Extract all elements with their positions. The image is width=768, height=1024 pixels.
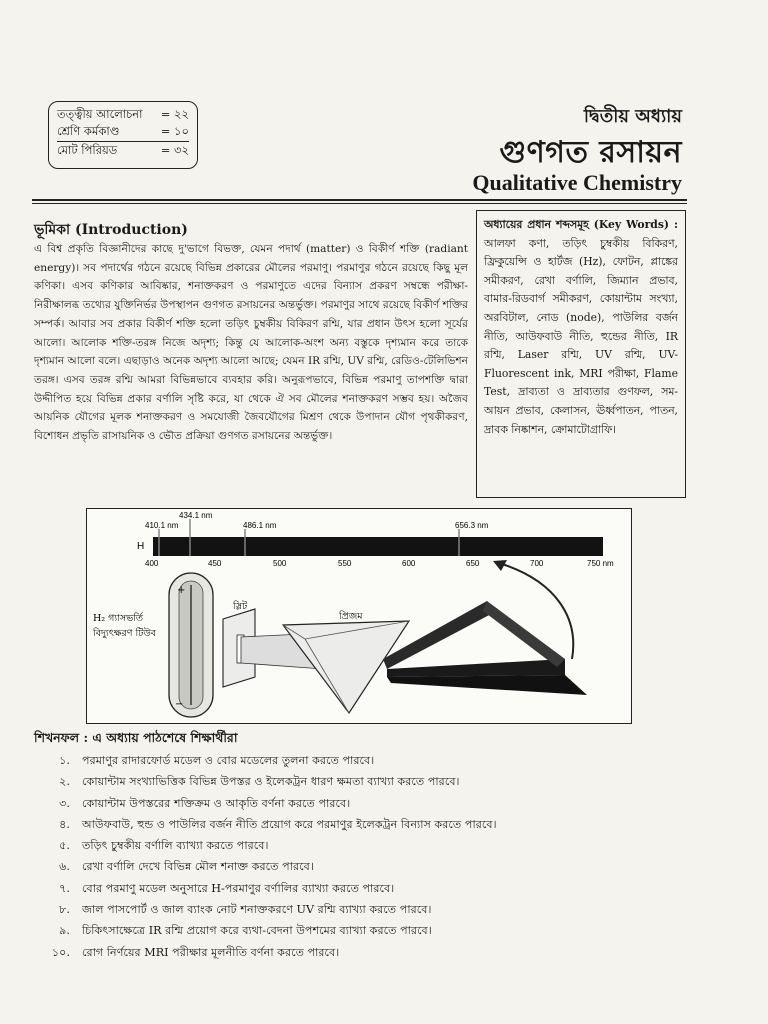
stats-value: = ১০	[160, 124, 189, 138]
minus-sign: −	[175, 699, 184, 710]
title-rule	[32, 199, 687, 201]
item-number: ১০.	[51, 945, 70, 959]
scale-tick: 650	[466, 559, 480, 568]
scale-tick: 750 nm	[587, 559, 614, 568]
stats-value: = ৩২	[160, 143, 189, 157]
item-number: ৮.	[59, 903, 70, 917]
hydrogen-spectrum-figure	[86, 508, 632, 724]
title-rule	[32, 203, 687, 204]
stats-label: তত্ত্বীয় আলোচনা	[57, 107, 143, 121]
item-text: তড়িৎ চুম্বকীয় বর্ণালি ব্যাখ্যা করতে পারবে।	[82, 839, 269, 853]
tube-label: H₂ গ্যাসভর্তি	[93, 613, 144, 624]
item-number: ৯.	[59, 924, 70, 938]
key-words-list: আলফা কণা, তড়িৎ চুম্বকীয় বিকিরণ, ফ্রিকুয়েন্সি ও হার্টজ (Hz), ফোটন, প্লাঙ্কের সমীকরণ, রেখা বর্ণালি, জিম্যান প্রভাব, বামার-রিডবার্গ সমীকরণ, কোয়ান্টাম সংখ্যা, অরবিটাল, নোড (node), পাউলির বর্জন নীতি, আউফবাউ নীতি, হুন্ডের নীতি, IR রশ্মি, Laser রশ্মি, UV রশ্মি, UV-Fluorescent ink, MRI পরীক্ষা, Flame Test, দ্রাব্যতা ও দ্রাব্যতার গুণফল, সম-আয়ন প্রভাব, কেলাসন, ঊর্ধ্বপাতন, পাতন, দ্রাবক নিষ্কাশন, ক্রোমাটোগ্রাফি।	[484, 236, 678, 436]
list-item	[40, 835, 680, 856]
key-words-heading: অধ্যায়ের প্রধান শব্দসমূহ (Key Words) :	[484, 218, 678, 231]
list-item	[40, 942, 680, 963]
item-number: ৫.	[59, 839, 70, 853]
dispersed-beam	[387, 659, 565, 677]
key-words-box	[476, 210, 686, 498]
line-label-434: 434.1 nm	[179, 511, 213, 520]
list-item	[40, 814, 680, 835]
chapter-number: দ্বিতীয় অধ্যায়	[583, 106, 682, 127]
scale-tick: 700	[530, 559, 544, 568]
item-text: কোয়ান্টাম সংখ্যাভিত্তিক বিভিন্ন উপস্তর ও ইলেকট্রন ধারণ ক্ষমতা ব্যাখ্যা করতে পারবে।	[82, 775, 460, 789]
stats-label: শ্রেণি কর্মকাণ্ড	[57, 124, 120, 138]
plus-sign: +	[177, 585, 186, 596]
stats-row	[57, 141, 189, 159]
list-item	[40, 920, 680, 941]
item-number: ৭.	[59, 881, 70, 895]
slit-label: স্লিট	[233, 601, 248, 612]
item-number: ৪.	[59, 817, 70, 831]
tube-label: বিদ্যুৎক্ষরণ টিউব	[93, 628, 157, 639]
spectrum-diagram	[87, 509, 633, 725]
scale-tick: 600	[402, 559, 416, 568]
list-item	[40, 856, 680, 877]
stats-row	[57, 106, 189, 123]
item-text: পরমাণুর রাদারফোর্ড মডেল ও বোর মডেলের তুলনা করতে পারবে।	[82, 754, 375, 767]
item-text: কোয়ান্টাম উপস্তরের শক্তিক্রম ও আকৃতি বর্ণনা করতে পারবে।	[82, 796, 351, 810]
spectrum-bar	[153, 537, 603, 556]
stats-row	[57, 123, 189, 140]
dispersed-beam	[387, 675, 587, 695]
item-text: বোর পরমাণু মডেল অনুসারে H-পরমাণুর বর্ণালির ব্যাখ্যা করতে পারবে।	[82, 881, 395, 895]
learning-outcomes-list	[40, 750, 680, 963]
item-number: ২.	[59, 775, 70, 789]
stats-label: মোট পিরিয়ড	[57, 143, 118, 157]
list-item	[40, 771, 680, 792]
line-label-410: 410.1 nm	[145, 521, 179, 530]
dispersed-beam	[483, 601, 565, 667]
period-stats-box	[48, 101, 198, 169]
list-item	[40, 899, 680, 920]
chapter-title-bn: গুণগত রসায়ন	[499, 135, 682, 170]
item-text: চিকিৎসাক্ষেত্রে IR রশ্মি প্রয়োগ করে ব্যথা-বেদনা উপশমের ব্যাখ্যা করতে পারবে।	[82, 924, 432, 938]
prism-label: প্রিজম	[339, 611, 363, 622]
h-label: H	[137, 541, 145, 552]
list-item	[40, 793, 680, 814]
item-number: ৬.	[59, 860, 70, 874]
item-text: রেখা বর্ণালি দেখে বিভিন্ন মৌল শনাক্ত করতে পারবে।	[82, 860, 314, 874]
learning-outcomes-heading: শিখনফল : এ অধ্যায় পাঠশেষে শিক্ষার্থীরা	[34, 730, 238, 745]
list-item	[40, 878, 680, 899]
item-number: ১.	[59, 754, 70, 767]
list-item	[40, 750, 680, 771]
chapter-title-en: Qualitative Chemistry	[472, 170, 682, 195]
stats-value: = ২২	[160, 107, 189, 121]
line-label-656: 656.3 nm	[455, 521, 489, 530]
item-text: আউফবাউ, হুন্ড ও পাউলির বর্জন নীতি প্রয়োগ করে পরমাণুর ইলেকট্রন বিন্যাস করতে পারবে।	[82, 817, 497, 831]
intro-paragraph: এ বিশ্ব প্রকৃতি বিজ্ঞানীদের কাছে দু'ভাগে বিভক্ত, যেমন পদার্থ (matter) ও বিকীর্ণ শক্তি (radiant energy)। সব পদার্থের গঠনে রয়েছে বিভিন্ন প্রকারের মৌলের পরমাণু। পরমাণুর গঠনে রয়েছে কিছু মূল কণিকা। এসব কণিকার আবিষ্কার, শনাক্তকরণ ও পরমাণুতে এদের বিন্যাস প্রকরণ সম্বন্ধে পরীক্ষা-নিরীক্ষালব্ধ তথ্যের যুক্তিনির্ভর উপস্থাপন গুণগত রসায়নের অন্তর্ভুক্ত। পরমাণুর সাথে রয়েছে বিকীর্ণ শক্তির সম্পর্ক। আবার সব প্রকার বিকীর্ণ শক্তি হলো তড়িৎ চুম্বকীয় বিকিরণ রশ্মি, যার প্রধান উৎস হলো সূর্যের আলো। আলোক শক্তি-তরঙ্গ নিজে অদৃশ্য; কিন্তু যে আলোক-অংশ অন্য বস্তুকে দৃশ্যমান করে তাকে দৃশ্যমান আলো বলে। এছাড়াও অনেক অদৃশ্য আলো আছে; যেমন IR রশ্মি, UV রশ্মি, রেডিও-টেলিভিশন তরঙ্গ। এসব তরঙ্গ রশ্মি আমরা বিভিন্নভাবে ব্যবহার করি। অনুরূপভাবে, বিভিন্ন পরমাণু তাপশক্তি দ্বারা উদ্দীপিত হয়ে বিভিন্ন প্রকার বর্ণালি সৃষ্টি করে, যা থেকে ঐ সব মৌলের শনাক্তকরণ সম্ভব হয়। অজৈব আয়নিক যৌগের মূলক শনাক্তকরণ ও সমযোজী জৈবযৌগের মিশ্রণ থেকে উপাদান যৌগ পৃথকীকরণ, বিশোধন প্রভৃতি রাসায়নিক ও ভৌত প্রক্রিয়া গুণগত রসায়নের অন্তর্ভুক্ত।	[34, 243, 468, 443]
scale-tick: 400	[145, 559, 159, 568]
wavelength-scale	[145, 559, 614, 568]
item-text: রোগ নির্ণয়ের MRI পরীক্ষার মূলনীতি বর্ণনা করতে পারবে।	[82, 945, 340, 959]
intro-heading: ভূমিকা (Introduction)	[34, 222, 188, 238]
item-text: জাল পাসপোর্ট ও জাল ব্যাংক নোট শনাক্তকরণে UV রশ্মি ব্যাখ্যা করতে পারবে।	[82, 903, 432, 917]
scale-tick: 450	[208, 559, 222, 568]
scale-tick: 500	[273, 559, 287, 568]
scale-tick: 550	[338, 559, 352, 568]
line-label-486: 486.1 nm	[243, 521, 277, 530]
item-number: ৩.	[59, 796, 70, 810]
